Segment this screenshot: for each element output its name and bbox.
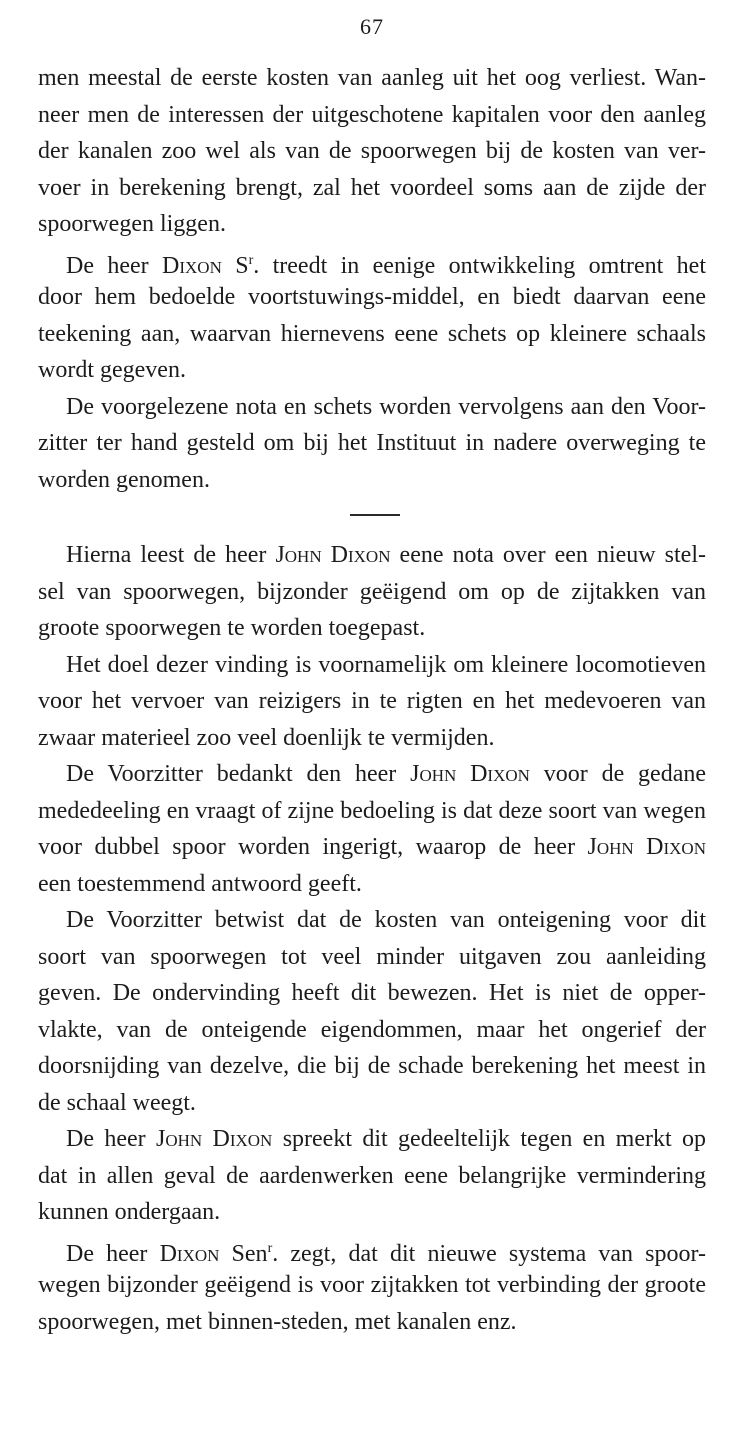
text-line: Het doel dezer vinding is voornamelijk om kleinere locomotieven: [66, 651, 706, 678]
text-line: door hem bedoelde voortstuwings-middel, en biedt daarvan eene: [38, 284, 706, 310]
text-line: De heer John Dixon spreekt dit gedeeltelijk tegen en merkt op: [66, 1126, 706, 1152]
text-line: wegen bijzonder geëigend is voor zijtakken tot verbinding der groote: [38, 1272, 706, 1298]
paragraph-dixon-senior: [38, 1231, 706, 1341]
text-line: mededeeling en vraagt of zijne bedoeling is dat deze soort van wegen: [38, 797, 706, 824]
text-line: De voorgelezene nota en schets worden vervolgens aan den Voor-: [66, 393, 706, 420]
paragraph-dixon-propulsion: [38, 243, 706, 389]
text-line: voer in berekening brengt, zal het voordeel soms aan de zijde der: [38, 174, 706, 201]
text-line: soort van spoorwegen tot veel minder uitgaven zou aanleiding: [38, 943, 706, 970]
page-number: 67: [360, 14, 384, 39]
paragraph-cost-comparison: [38, 60, 706, 243]
text-line: vlakte, van de onteigende eigendommen, maar het ongerief der: [38, 1016, 706, 1043]
paragraph-handover: [38, 389, 706, 499]
text-line: der kanalen zoo wel als van de spoorwegen bij de kosten van ver-: [38, 138, 706, 164]
person-name: John Dixon: [587, 834, 706, 860]
text-line: De Voorzitter bedankt den heer John Dixon voor de gedane: [66, 761, 706, 787]
text-line: groote spoorwegen te worden toegepast.: [38, 615, 426, 641]
text-line: worden genomen.: [38, 466, 210, 493]
paragraph-dixon-reply: [38, 1121, 706, 1231]
paragraph-john-dixon-note: [38, 537, 706, 647]
text-line: zwaar materieel zoo veel doenlijk te vermijden.: [38, 724, 495, 751]
text-line: Hierna leest de heer John Dixon eene nota over een nieuw stel-: [66, 542, 706, 568]
person-name: John Dixon: [410, 761, 530, 787]
section-1: [38, 60, 706, 498]
superscript: r: [248, 252, 254, 268]
text-line: wordt gegeven.: [38, 357, 186, 383]
person-name: Dixon: [159, 1240, 220, 1267]
text-line: zitter ter hand gesteld om bij het Instituut in nadere overweging te: [38, 430, 706, 456]
text-line: De heer Dixon Sen$^r$. zegt, dat dit nieuwe systema van spoor-: [66, 1240, 706, 1267]
text-line: sel van spoorwegen, bijzonder geëigend om op de zijtakken van: [38, 578, 706, 605]
text-line: neer men de interessen der uitgeschotene kapitalen voor den aanleg: [38, 101, 706, 128]
text-line: De Voorzitter betwist dat de kosten van onteigening voor dit: [66, 907, 706, 933]
superscript: r: [267, 1240, 273, 1256]
text-line: doorsnijding van dezelve, die bij de schade berekening het meest in: [38, 1053, 706, 1079]
section-divider: [350, 514, 400, 516]
person-name: Dixon: [162, 252, 222, 279]
text-line: een toestemmend antwoord geeft.: [38, 870, 362, 897]
text-line: dat in allen geval de aardenwerken eene belangrijke vermindering: [38, 1162, 706, 1189]
text-line: spoorwegen liggen.: [38, 211, 226, 237]
text-line: voor het vervoer van reizigers in te rigten en het medevoeren van: [38, 688, 706, 714]
text-line: men meestal de eerste kosten van aanleg uit het oog verliest. Wan-: [38, 65, 706, 91]
paragraph-purpose: [38, 647, 706, 757]
person-name: John Dixon: [155, 1126, 273, 1152]
text-line: kunnen ondergaan.: [38, 1199, 221, 1225]
person-name: John Dixon: [275, 542, 391, 568]
text-line: de schaal weegt.: [38, 1089, 196, 1116]
text-line: voor dubbel spoor worden ingerigt, waarop de heer John Dixon: [38, 834, 706, 860]
section-2: [38, 537, 706, 1340]
text-line: spoorwegen, met binnen-steden, met kanalen enz.: [38, 1308, 517, 1335]
paragraph-chairman-thanks: [38, 756, 706, 902]
text-line: geven. De ondervinding heeft dit bewezen. Het is niet de opper-: [38, 980, 706, 1006]
text-line: De heer Dixon $S^r$. treedt in eenige ontwikkeling omtrent het: [66, 252, 706, 279]
text-line: teekening aan, waarvan hiernevens eene schets op kleinere schaals: [38, 320, 706, 347]
paragraph-chairman-disputes: [38, 902, 706, 1121]
